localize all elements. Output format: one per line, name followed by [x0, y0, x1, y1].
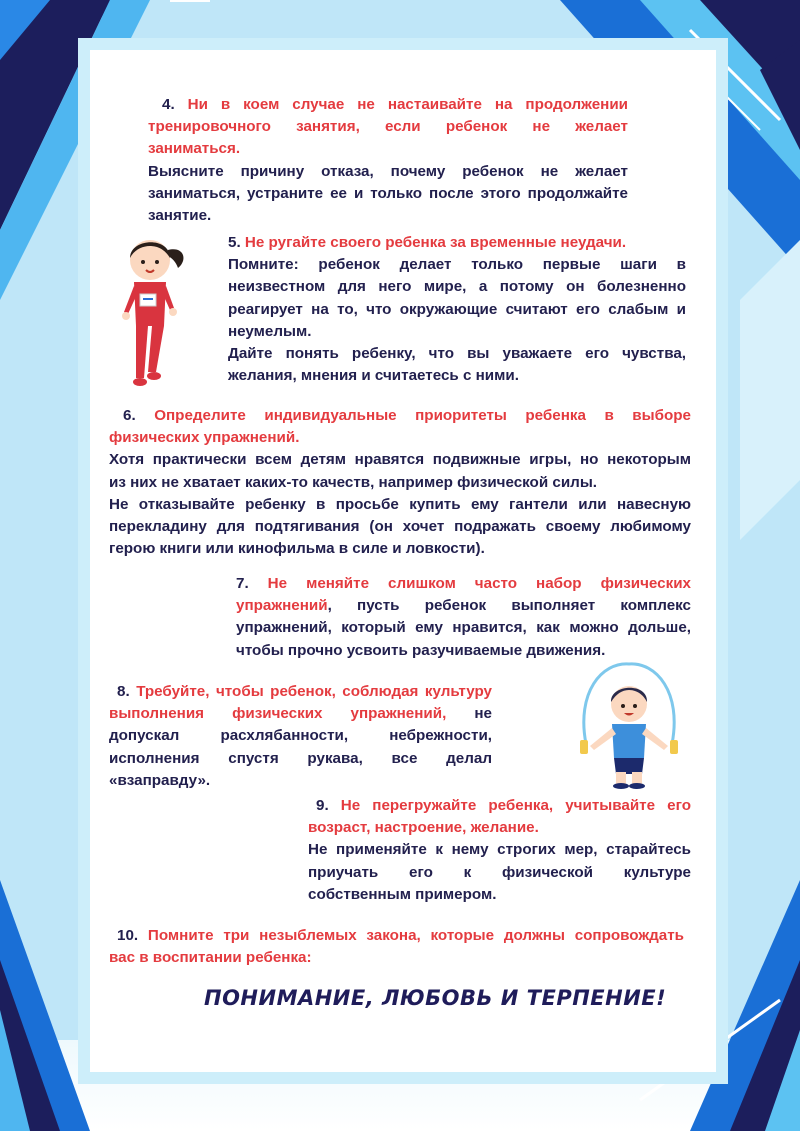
tip-8-body-line5: «взаправду». — [109, 771, 211, 789]
tip-10-number: 10. — [117, 927, 139, 944]
tip-6-title-row — [109, 405, 691, 427]
tip-10-title-row — [109, 925, 684, 947]
tip-8-number: 8. — [117, 683, 130, 700]
final-slogan: ПОНИМАНИЕ, ЛЮБОВЬ И ТЕРПЕНИЕ! — [204, 986, 667, 1010]
tip-9-number: 9. — [316, 797, 329, 814]
tip-8-body-line4: исполнения спустя рукава, все делал — [109, 749, 492, 767]
tip-5-number: 5. — [228, 234, 241, 251]
tip-7-title-row — [236, 573, 691, 595]
tip-5-body-line2: неизвестном для него мире, а потому он болезненно — [228, 278, 686, 296]
tip-9-body-line1: Не применяйте к нему строгих мер, старайтесь — [308, 841, 691, 859]
tip-8-body-line2: не — [446, 705, 492, 723]
tip-9-body-line2: приучать его к физической культуре — [308, 863, 691, 881]
tip-4-title-line3: заниматься. — [148, 140, 241, 158]
tip-8-title-line2: выполнения физических упражнений, — [109, 705, 447, 723]
tip-7-title-line1: Не меняйте слишком часто набор физических — [267, 575, 691, 592]
tip-6 — [109, 405, 691, 560]
tip-10-title-line1: Помните три незыблемых закона, которые должны сопровождать — [147, 927, 684, 944]
girl-running-icon — [118, 232, 190, 388]
tip-6-body-line1: Хотя практически всем детям нравятся подвижные игры, но некоторым — [109, 451, 691, 469]
tip-10 — [109, 925, 684, 969]
tip-5-title: Не ругайте своего ребенка за временные неудачи. — [244, 234, 627, 251]
tip-7-title-line2: упражнений — [236, 597, 328, 615]
tip-4-title-line1: Ни в коем случае не настаивайте на продолжении — [187, 96, 628, 113]
tip-8 — [109, 681, 492, 792]
tip-9 — [308, 795, 691, 906]
tip-8-line2 — [109, 703, 492, 725]
tip-4-title-line2: тренировочного занятия, если ребенок не желает — [148, 118, 628, 136]
tip-6-body-line3: Не отказывайте ребенку в просьбе купить ему гантели или навесную — [109, 495, 691, 513]
tip-4 — [148, 94, 628, 227]
tip-9-title-line1: Не перегружайте ребенка, учитывайте его — [340, 797, 691, 814]
tip-6-number: 6. — [123, 407, 136, 424]
tip-6-title-line1: Определите индивидуальные приоритеты ребенка в выборе — [154, 407, 691, 424]
tip-7-body-line3: упражнений, который ему нравится, как можно дольше, — [236, 619, 691, 637]
tip-5 — [228, 232, 686, 387]
tip-7 — [236, 573, 691, 662]
tip-8-body-line3: допускал расхлябанности, небрежности, — [109, 727, 492, 745]
tip-7-number: 7. — [236, 575, 249, 592]
tip-4-number: 4. — [162, 96, 175, 113]
boy-jump-rope-icon — [572, 662, 686, 790]
tip-10-title-line2: вас в воспитании ребенка: — [109, 949, 312, 967]
tip-5-title-row — [228, 232, 686, 254]
tip-9-title-line2: возраст, настроение, желание. — [308, 819, 539, 837]
tip-5-body-line6: желания, мнения и считаетесь с ними. — [228, 367, 519, 385]
tip-9-title-row — [308, 795, 691, 817]
tip-9-body-line3: собственным примером. — [308, 885, 497, 903]
tip-4-body-line1: Выясните причину отказа, почему ребенок не желает — [148, 162, 628, 180]
tip-5-body-line4: неумелым. — [228, 322, 312, 340]
tip-6-body-line5: герою книги или кинофильма в силе и ловкости). — [109, 540, 485, 558]
tip-4-body-line2: заниматься, устраните ее и только после этого продолжайте — [148, 184, 628, 202]
tip-5-body-line3: реагирует на то, что окружающие считают его слабым и — [228, 300, 686, 318]
tip-5-body-line5: Дайте понять ребенку, что вы уважаете его чувства, — [228, 345, 686, 363]
tip-6-title-line2: физических упражнений. — [109, 429, 300, 447]
tip-7-line2 — [236, 595, 691, 617]
tip-6-body-line4: перекладину для подтягивания (он хочет подражать своему любимому — [109, 518, 691, 536]
tip-4-body-line3: занятие. — [148, 207, 212, 225]
tip-6-body-line2: из них не хватает каких-то качеств, например физической силы. — [109, 473, 598, 491]
tip-5-body-line1: Помните: ребенок делает только первые шаги в — [228, 256, 686, 274]
tip-8-title-row — [109, 681, 492, 703]
tip-7-body-line2: , пусть ребенок выполняет комплекс — [327, 597, 691, 615]
tip-8-title-line1: Требуйте, чтобы ребенок, соблюдая культуру — [136, 683, 492, 700]
tip-7-body-line4: чтобы прочно усвоить разучиваемые движения. — [236, 641, 606, 659]
